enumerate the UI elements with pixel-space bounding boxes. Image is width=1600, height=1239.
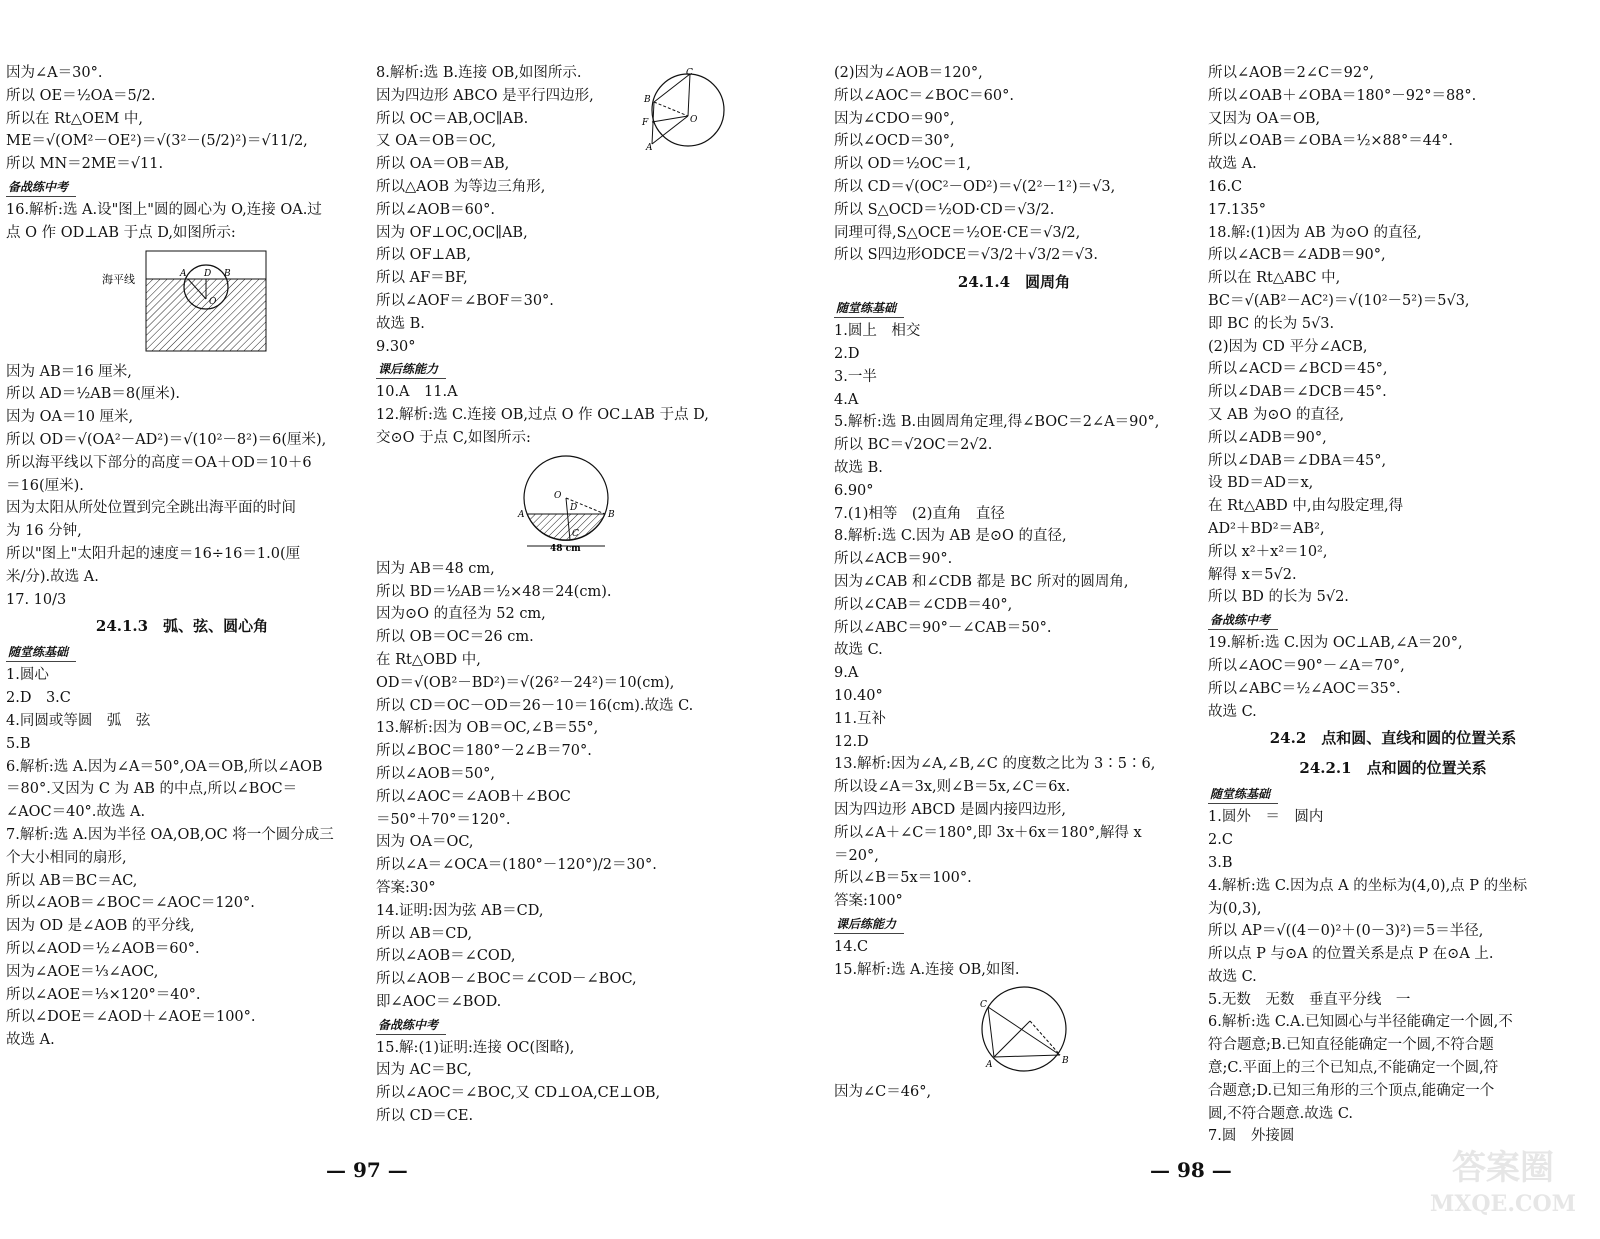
text-line: 10.40°: [834, 687, 883, 704]
watermark-top-text: 答案圈: [1452, 1148, 1554, 1188]
circle-chord-figure: [376, 454, 736, 554]
text-line: 因为∠AOE＝⅓∠AOC,: [6, 963, 159, 980]
text-line: 在 Rt△OBD 中,: [376, 651, 481, 668]
text-line: 所以 CD＝OC－OD＝26－10＝16(cm).故选 C.: [376, 697, 694, 714]
text-line: 所以∠AOB＝60°.: [376, 201, 495, 218]
text-line: 3.一半: [834, 368, 877, 385]
text-line: 13.解析:因为 OB＝OC,∠B＝55°,: [376, 720, 599, 737]
text-line: 所以 BD 的长为 5√2.: [1208, 589, 1349, 606]
sea-label: 海平线: [102, 272, 135, 286]
text-line: ＝50°＋70°＝120°.: [376, 811, 511, 828]
section-label: 课后练能力: [376, 360, 446, 379]
text-line: 所以 OE＝½OA＝5/2.: [6, 87, 156, 104]
text-line: 因为 OA＝10 厘米,: [6, 409, 134, 426]
section-label: 随堂练基础: [834, 299, 904, 318]
text-line: 所以∠DOE＝∠AOD＋∠AOE＝100°.: [6, 1009, 256, 1026]
section-row: [6, 641, 358, 664]
text-line: 所以设∠A＝3x,则∠B＝5x,∠C＝6x.: [834, 779, 1071, 796]
text-line: 故选 C.: [1208, 968, 1257, 985]
text-line: 7.圆 外接圆: [1208, 1128, 1295, 1145]
section-row: [376, 1014, 738, 1037]
text-line: 1.圆外 ＝ 圆内: [1208, 809, 1324, 826]
text-line: 因为 OF⊥OC,OC∥AB,: [376, 224, 528, 241]
text-line: 因为太阳从所处位置到完全跳出海平面的时间: [6, 500, 296, 517]
text-line: (2)因为∠AOB＝120°,: [834, 65, 983, 81]
text-line: 所以 MN＝2ME＝√11.: [6, 156, 164, 173]
text-line: 6.解析:选 A.因为∠A＝50°,OA＝OB,所以∠AOB: [6, 758, 323, 775]
text-line: 答案:100°: [834, 893, 903, 910]
text-line: 5.B: [6, 735, 31, 752]
text-line: 所以 OD＝½OC＝1,: [834, 156, 971, 173]
text-line: 因为 OA＝OC,: [376, 834, 474, 851]
para-label-C: C: [686, 68, 693, 78]
text-line: 16.C: [1208, 178, 1243, 195]
text-line: 所以∠AOE＝⅓×120°＝40°.: [6, 986, 201, 1003]
text-line: 4.A: [834, 391, 859, 408]
text-line: 即 BC 的长为 5√3.: [1208, 315, 1335, 332]
text-line: 12.D: [834, 733, 869, 750]
text-line: 11.互补: [834, 710, 887, 727]
text-line: 5.无数 无数 垂直平分线 一: [1208, 991, 1411, 1008]
text-line: 因为∠CAB 和∠CDB 都是 BC 所对的圆周角,: [834, 573, 1129, 590]
text-line: 所以∠OAB＋∠OBA＝180°－92°＝88°.: [1208, 87, 1477, 104]
page-number-right: — 98 —: [1150, 1158, 1232, 1182]
para-label-B: B: [644, 95, 651, 105]
text-line: 因为∠C＝46°,: [834, 1084, 932, 1101]
page-right-col1: [834, 62, 1194, 1104]
text-line: 个大小相同的扇形,: [6, 849, 127, 866]
text-line: 因为 AB＝48 cm,: [376, 560, 495, 577]
section-row: [376, 358, 738, 381]
text-line: 交⊙O 于点 C,如图所示:: [376, 429, 531, 446]
text-line: 所以在 Rt△ABC 中,: [1208, 270, 1341, 287]
text-line: 4.同圆或等圆 弧 弦: [6, 712, 151, 729]
text-line: ＝80°.又因为 C 为 AB 的中点,所以∠BOC＝: [6, 781, 298, 798]
section-label: 备战练中考: [6, 178, 76, 197]
text-line: 2.D: [834, 345, 860, 362]
text-line: 合题意;D.已知三角形的三个顶点,能确定一个: [1208, 1082, 1495, 1099]
text-line: 因为∠CDO＝90°,: [834, 110, 955, 127]
text-line: 所以"图上"太阳升起的速度＝16÷16＝1.0(厘: [6, 545, 301, 562]
text-line: 18.解:(1)因为 AB 为⊙O 的直径,: [1208, 224, 1422, 241]
text-line: 因为 AB＝16 厘米,: [6, 363, 132, 380]
section-row: [1208, 609, 1578, 632]
section-label: 随堂练基础: [6, 643, 76, 662]
text-line: 所以 CD＝CE.: [376, 1108, 474, 1125]
text-line: 设 BD＝AD＝x,: [1208, 475, 1314, 492]
text-line: OD＝√(OB²－BD²)＝√(26²－24²)＝10(cm),: [376, 674, 675, 691]
text-line: 所以 AD＝½AB＝8(厘米).: [6, 386, 181, 403]
para-label-A: A: [646, 143, 653, 152]
text-line: 1.圆心: [6, 667, 49, 684]
section-heading: 24.1.4 圆周角: [957, 273, 1071, 292]
text-line: 圆,不符合题意.故选 C.: [1208, 1105, 1354, 1122]
text-line: 所以 S△OCD＝½OD·CD＝√3/2.: [834, 201, 1055, 218]
text-line: 解得 x＝5√2.: [1208, 566, 1297, 583]
text-line: 为 16 分钟,: [6, 523, 82, 540]
text-line: 所以∠OCD＝30°,: [834, 133, 955, 150]
text-line: 意;C.平面上的三个已知点,不能确定一个圆,符: [1208, 1060, 1499, 1077]
text-line: 故选 A.: [6, 1032, 55, 1049]
text-line: 所以在 Rt△OEM 中,: [6, 110, 144, 127]
c48-A: A: [518, 509, 525, 520]
text-line: 1.圆上 相交: [834, 323, 921, 340]
text-line: 所以∠ABC＝90°－∠CAB＝50°.: [834, 619, 1052, 636]
text-line: 因为∠A＝30°.: [6, 65, 103, 81]
text-line: 17.135°: [1208, 201, 1266, 218]
text-line: 9.30°: [376, 338, 416, 355]
text-line: ＝20°,: [834, 847, 879, 864]
text-line: BC＝√(AB²－AC²)＝√(10²－5²)＝5√3,: [1208, 292, 1470, 309]
text-line: 因为四边形 ABCO 是平行四边形,: [376, 87, 594, 104]
text-line: 2.D 3.C: [6, 690, 71, 707]
text-line: 点 O 作 OD⊥AB 于点 D,如图所示:: [6, 224, 236, 241]
text-line: 3.B: [1208, 854, 1233, 871]
text-line: 所以 OD＝√(OA²－AD²)＝√(10²－8²)＝6(厘米),: [6, 431, 327, 448]
section-label: 备战练中考: [1208, 611, 1278, 630]
section-heading: 24.1.3 弧、弦、圆心角: [95, 617, 269, 636]
sea-O: O: [209, 296, 217, 307]
text-line: 所以∠ACB＝∠ADB＝90°,: [1208, 247, 1386, 264]
text-line: 故选 C.: [834, 642, 883, 659]
section-heading: 24.2 点和圆、直线和圆的位置关系: [1269, 729, 1517, 748]
text-line: 所以∠A＋∠C＝180°,即 3x＋6x＝180°,解得 x: [834, 824, 1142, 841]
text-line: 所以∠AOC＝∠BOC,又 CD⊥OA,CE⊥OB,: [376, 1085, 661, 1102]
text-line: 所以∠AOC＝∠BOC＝60°.: [834, 87, 1014, 104]
text-line: 故选 A.: [1208, 156, 1257, 173]
text-line: 14.C: [834, 938, 869, 955]
text-line: 所以 S四边形ODCE＝√3/2＋√3/2＝√3.: [834, 247, 1098, 264]
text-line: ＝16(厘米).: [6, 477, 84, 494]
c48-B: B: [608, 509, 615, 520]
text-line: 答案:30°: [376, 879, 436, 896]
text-line: 所以 BC＝√2OC＝2√2.: [834, 437, 993, 454]
text-line: 12.解析:选 C.连接 OB,过点 O 作 OC⊥AB 于点 D,: [376, 407, 709, 424]
text-line: (2)因为 CD 平分∠ACB,: [1208, 338, 1368, 355]
text-line: 所以∠AOB＝2∠C＝92°,: [1208, 65, 1374, 81]
text-line: 17. 10/3: [6, 591, 67, 608]
text-line: 所以 CD＝√(OC²－OD²)＝√(2²－1²)＝√3,: [834, 178, 1116, 195]
text-line: 所以 OB＝OC＝26 cm.: [376, 629, 534, 646]
text-line: 6.解析:选 C.A.已知圆心与半径能确定一个圆,不: [1208, 1014, 1513, 1031]
text-line: 在 Rt△ABD 中,由勾股定理,得: [1208, 498, 1404, 515]
text-line: 所以∠ACD＝∠BCD＝45°,: [1208, 361, 1388, 378]
watermark-bottom-text: MXQE.COM: [1429, 1191, 1577, 1217]
text-line: 8.解析:选 B.连接 OB,如图所示.: [376, 65, 582, 81]
c48-O: O: [554, 490, 562, 501]
page-right-col2: [1208, 62, 1578, 1148]
abc-C: C: [980, 1000, 987, 1011]
text-line: 所以∠AOC＝90°－∠A＝70°,: [1208, 657, 1405, 674]
section-heading: 24.2.1 点和圆的位置关系: [1299, 759, 1487, 778]
text-line: 所以∠AOB－∠BOC＝∠COD－∠BOC,: [376, 971, 637, 988]
c48-D: D: [570, 502, 578, 513]
text-line: 所以 BD＝½AB＝½×48＝24(cm).: [376, 583, 612, 600]
text-line: 所以 OA＝OB＝AB,: [376, 156, 510, 173]
text-line: 8.解析:选 C.因为 AB 是⊙O 的直径,: [834, 528, 1067, 545]
text-line: 所以∠ADB＝90°,: [1208, 429, 1327, 446]
text-line: 所以∠ACB＝90°.: [834, 551, 953, 568]
text-line: 所以 x²＋x²＝10²,: [1208, 543, 1328, 560]
section-row: [6, 176, 358, 199]
text-line: 所以 OF⊥AB,: [376, 247, 471, 264]
text-line: 又因为 OA＝OB,: [1208, 110, 1321, 127]
sea-A: A: [180, 268, 187, 279]
text-line: 7.(1)相等 (2)直角 直径: [834, 505, 1005, 522]
text-line: 6.90°: [834, 482, 874, 499]
c48-label: 48 cm: [550, 543, 581, 554]
text-line: 16.解析:选 A.设"图上"圆的圆心为 O,连接 OA.过: [6, 201, 322, 218]
text-line: 15.解:(1)证明:连接 OC(图略),: [376, 1039, 575, 1056]
text-line: 19.解析:选 C.因为 OC⊥AB,∠A＝20°,: [1208, 635, 1463, 652]
text-line: 因为四边形 ABCD 是圆内接四边形,: [834, 801, 1066, 818]
section-label: 课后练能力: [834, 915, 904, 934]
text-line: 10.A 11.A: [376, 384, 458, 401]
text-line: 所以 AF＝BF,: [376, 270, 468, 287]
text-line: 所以∠CAB＝∠CDB＝40°,: [834, 596, 1013, 613]
text-line: 所以 AP＝√((4－0)²＋(0－3)²)＝5＝半径,: [1208, 923, 1484, 940]
text-line: AD²＋BD²＝AB²,: [1208, 520, 1325, 537]
text-line: ME＝√(OM²－OE²)＝√(3²－(5/2)²)＝√11/2,: [6, 133, 308, 150]
text-line: 14.证明:因为弦 AB＝CD,: [376, 902, 544, 919]
text-line: 所以∠DAB＝∠DBA＝45°,: [1208, 452, 1387, 469]
text-line: 所以△AOB 为等边三角形,: [376, 178, 546, 195]
text-line: 所以∠ABC＝½∠AOC＝35°.: [1208, 680, 1401, 697]
text-line: 所以∠AOC＝∠AOB＋∠BOC: [376, 788, 571, 805]
text-line: 即∠AOC＝∠BOD.: [376, 993, 502, 1010]
text-line: 所以∠AOB＝∠BOC＝∠AOC＝120°.: [6, 895, 255, 912]
page-number-left: — 97 —: [326, 1158, 408, 1182]
page-left-col1: [6, 62, 358, 1052]
section-label: 备战练中考: [376, 1016, 446, 1035]
page-left-col2: [376, 62, 738, 1128]
text-line: 所以∠DAB＝∠DCB＝45°.: [1208, 384, 1387, 401]
text-line: 13.解析:因为∠A,∠B,∠C 的度数之比为 3∶5∶6,: [834, 756, 1156, 773]
para-label-O: O: [690, 115, 698, 125]
text-line: ∠AOC＝40°.故选 A.: [6, 804, 146, 821]
text-line: 所以 OC＝AB,OC∥AB.: [376, 110, 529, 127]
text-line: 因为⊙O 的直径为 52 cm,: [376, 606, 546, 623]
section-row: [834, 297, 1194, 320]
text-line: 故选 B.: [834, 459, 883, 476]
text-line: 为(0,3),: [1208, 900, 1262, 917]
inscribed-angle-figure: [834, 985, 1194, 1077]
text-line: 符合题意;B.已知直径能确定一个圆,不符合题: [1208, 1037, 1494, 1054]
text-line: 又 AB 为⊙O 的直径,: [1208, 406, 1345, 423]
text-line: 所以∠OAB＝∠OBA＝½×88°＝44°.: [1208, 133, 1454, 150]
text-line: 又 OA＝OB＝OC,: [376, 133, 497, 150]
text-line: 米/分).故选 A.: [6, 568, 99, 585]
text-line: 故选 C.: [1208, 703, 1257, 720]
text-line: 同理可得,S△OCE＝½OE·CE＝√3/2,: [834, 224, 1081, 241]
text-line: 因为 AC＝BC,: [376, 1062, 472, 1079]
text-line: 9.A: [834, 665, 859, 682]
text-line: 所以∠B＝5x＝100°.: [834, 870, 972, 887]
text-line: 所以∠AOD＝½∠AOB＝60°.: [6, 940, 200, 957]
text-line: 所以 AB＝BC＝AC,: [6, 872, 138, 889]
section-label: 随堂练基础: [1208, 785, 1278, 804]
text-line: 4.解析:选 C.因为点 A 的坐标为(4,0),点 P 的坐标: [1208, 877, 1528, 894]
text-line: 所以 AB＝CD,: [376, 925, 473, 942]
sea-D: D: [204, 268, 212, 279]
watermark-logo: [1428, 1139, 1578, 1219]
c48-C: C: [572, 528, 579, 539]
text-line: 所以∠AOB＝∠COD,: [376, 948, 516, 965]
parallelogram-circle-figure: [640, 68, 736, 152]
abc-B: B: [1062, 1056, 1069, 1067]
section-row: [834, 913, 1194, 936]
text-line: 7.解析:选 A.因为半径 OA,OB,OC 将一个圆分成三: [6, 826, 334, 843]
text-line: 所以点 P 与⊙A 的位置关系是点 P 在⊙A 上.: [1208, 946, 1494, 963]
text-line: 所以∠BOC＝180°－2∠B＝70°.: [376, 743, 592, 760]
text-line: 5.解析:选 B.由圆周角定理,得∠BOC＝2∠A＝90°,: [834, 414, 1160, 431]
para-label-F: F: [642, 118, 649, 128]
text-line: 15.解析:选 A.连接 OB,如图.: [834, 961, 1020, 978]
sea-B: B: [224, 268, 231, 279]
abc-A: A: [986, 1060, 993, 1071]
sea-level-figure: [6, 249, 306, 357]
text-line: 所以∠A＝∠OCA＝(180°－120°)/2＝30°.: [376, 857, 657, 874]
text-line: 因为 OD 是∠AOB 的平分线,: [6, 918, 195, 935]
text-line: 所以∠AOF＝∠BOF＝30°.: [376, 292, 554, 309]
text-line: 故选 B.: [376, 315, 425, 332]
section-row: [1208, 783, 1578, 806]
text-line: 所以∠AOB＝50°,: [376, 765, 495, 782]
text-line: 所以海平线以下部分的高度＝OA＋OD＝10＋6: [6, 454, 312, 471]
text-line: 2.C: [1208, 832, 1233, 849]
